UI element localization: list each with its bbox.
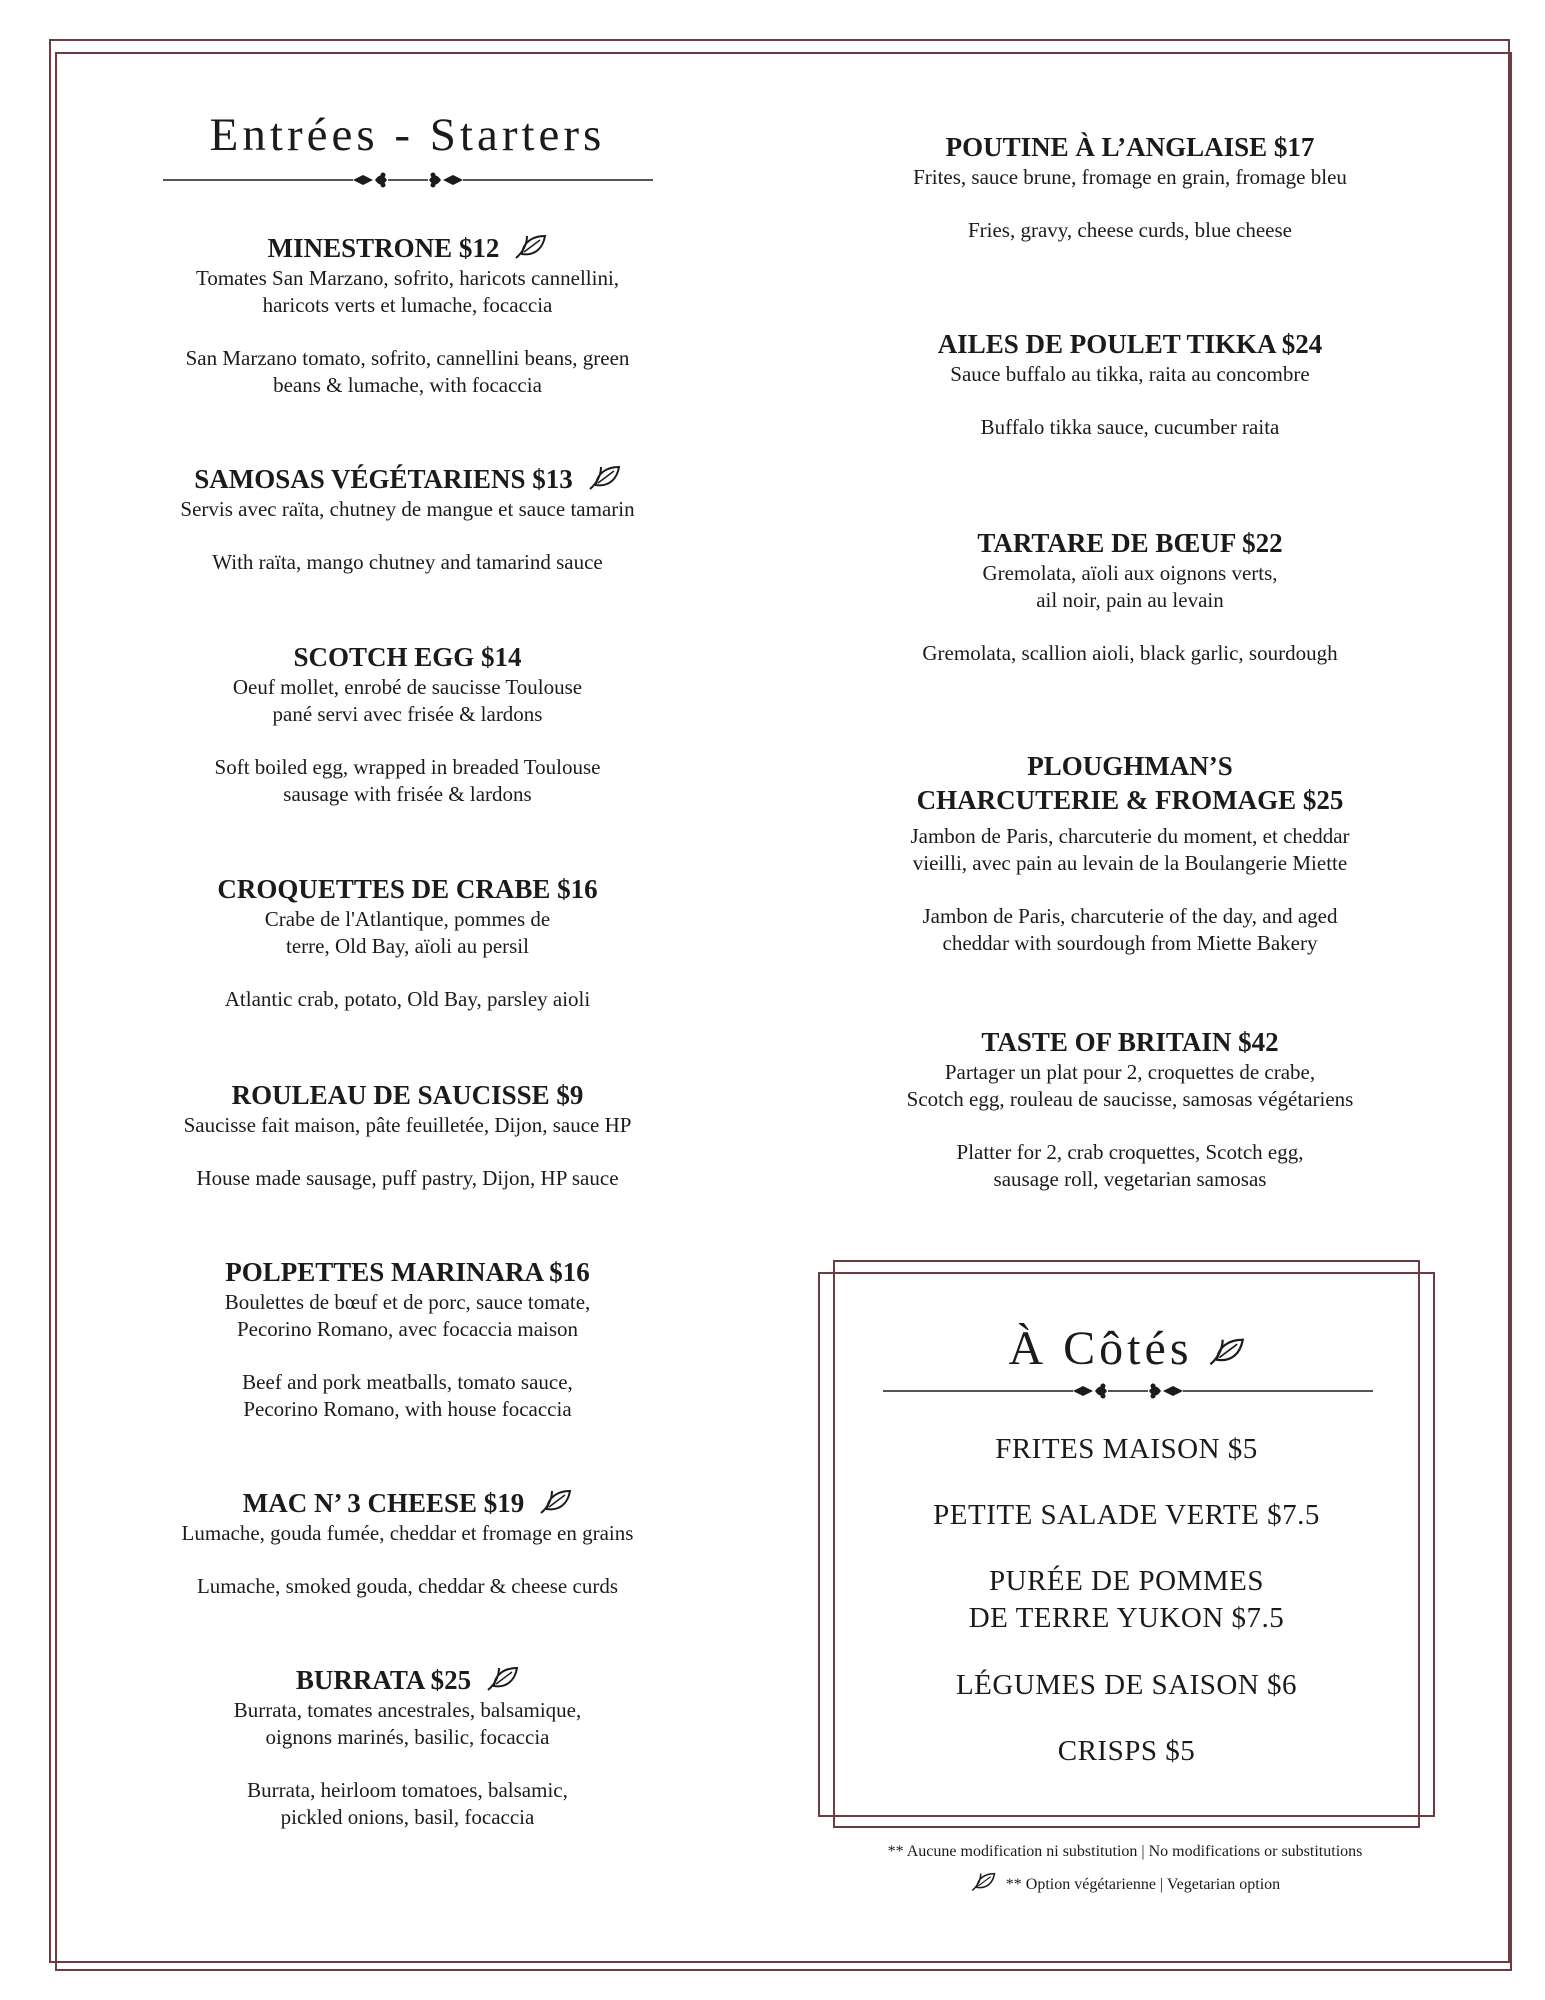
starters-heading: Entrées - Starters	[209, 109, 606, 161]
item-desc-en: pickled onions, basil, focaccia	[280, 1805, 535, 1829]
item-desc-en: Pecorino Romano, with house focaccia	[243, 1397, 572, 1421]
item-desc-en: Platter for 2, crab croquettes, Scotch egg,	[956, 1140, 1304, 1164]
menu-item-poutine	[830, 130, 1430, 244]
item-desc-en: Atlantic crab, potato, Old Bay, parsley aioli	[224, 987, 591, 1011]
item-desc-fr: Pecorino Romano, avec focaccia maison	[236, 1317, 579, 1341]
item-desc-fr: Boulettes de bœuf et de porc, sauce tomate,	[224, 1290, 591, 1314]
leaf-icon	[587, 465, 621, 491]
item-title: TASTE OF BRITAIN $42	[981, 1027, 1279, 1057]
note-vegetarian: ** Option végétarienne | Vegetarian option	[820, 1872, 1430, 1895]
item-desc-en: House made sausage, puff pastry, Dijon, HP sauce	[196, 1166, 619, 1190]
sides-heading: À Côtés	[833, 1325, 1420, 1373]
item-desc-en: Soft boiled egg, wrapped in breaded Toulouse	[214, 755, 601, 779]
leaf-icon	[513, 234, 547, 260]
item-desc-en: Buffalo tikka sauce, cucumber raita	[980, 415, 1280, 439]
item-desc-fr: Sauce buffalo au tikka, raita au concombre	[950, 362, 1310, 386]
item-title: TARTARE DE BŒUF $22	[977, 528, 1283, 558]
leaf-icon	[1207, 1337, 1245, 1367]
item-desc-fr: haricots verts et lumache, focaccia	[262, 293, 553, 317]
menu-item-scotch-egg	[100, 640, 715, 808]
menu-item-taste-of-britain	[830, 1025, 1430, 1193]
item-desc-en: Beef and pork meatballs, tomato sauce,	[242, 1370, 573, 1394]
side-item-legumes: LÉGUMES DE SAISON $6	[955, 1669, 1298, 1701]
item-desc-fr: oignons marinés, basilic, focaccia	[265, 1725, 550, 1749]
item-desc-fr: pané servi avec frisée & lardons	[272, 702, 543, 726]
menu-item-minestrone	[100, 231, 715, 399]
item-desc-fr: ail noir, pain au levain	[1036, 588, 1224, 612]
item-desc-en: With raïta, mango chutney and tamarind sauce	[212, 550, 603, 574]
item-desc-fr: vieilli, avec pain au levain de la Boulangerie Miette	[912, 851, 1348, 875]
item-desc-en: Fries, gravy, cheese curds, blue cheese	[967, 218, 1292, 242]
leaf-icon	[538, 1489, 572, 1515]
side-item-puree	[833, 1563, 1420, 1637]
menu-item-croquettes	[100, 872, 715, 1013]
menu-item-tartare	[830, 526, 1430, 667]
menu-item-polpettes	[100, 1255, 715, 1423]
item-title: MAC N’ 3 CHEESE $19	[242, 1488, 525, 1518]
side-item-salade: PETITE SALADE VERTE $7.5	[933, 1499, 1320, 1531]
side-item-line: PURÉE DE POMMES	[989, 1565, 1264, 1597]
menu-item-ailes-poulet	[830, 327, 1430, 441]
item-desc-fr: Lumache, gouda fumée, cheddar et fromage en grains	[181, 1521, 634, 1545]
item-desc-fr: Oeuf mollet, enrobé de saucisse Toulouse	[232, 675, 583, 699]
item-title: SAMOSAS VÉGÉTARIENS $13	[194, 464, 573, 494]
item-desc-fr: Servis avec raïta, chutney de mangue et sauce tamarin	[180, 497, 635, 521]
menu-item-burrata	[100, 1663, 715, 1831]
item-title: SCOTCH EGG $14	[293, 642, 522, 672]
item-desc-fr: Gremolata, aïoli aux oignons verts,	[982, 561, 1278, 585]
item-title: PLOUGHMAN’S	[1027, 751, 1233, 781]
item-desc-fr: terre, Old Bay, aïoli au persil	[286, 934, 529, 958]
note-substitution: ** Aucune modification ni substitution | No modifications or substitutions	[887, 1843, 1363, 1860]
ornament-divider-icon	[883, 1380, 1373, 1402]
menu-item-mac-cheese	[100, 1486, 715, 1600]
item-title: CHARCUTERIE & FROMAGE $25	[916, 785, 1344, 815]
item-title: AILES DE POULET TIKKA $24	[937, 329, 1323, 359]
menu-item-ploughmans	[830, 749, 1430, 957]
item-title: POLPETTES MARINARA $16	[225, 1257, 590, 1287]
item-desc-en: Gremolata, scallion aioli, black garlic, sourdough	[922, 641, 1338, 665]
item-title: MINESTRONE $12	[267, 233, 500, 263]
item-title: BURRATA $25	[295, 1665, 472, 1695]
item-desc-fr: Scotch egg, rouleau de saucisse, samosas végétariens	[906, 1087, 1354, 1111]
item-desc-fr: Burrata, tomates ancestrales, balsamique,	[233, 1698, 582, 1722]
side-item-frites: FRITES MAISON $5	[995, 1433, 1258, 1465]
item-title: POUTINE À L’ANGLAISE $17	[945, 132, 1315, 162]
item-desc-en: sausage roll, vegetarian samosas	[993, 1167, 1267, 1191]
item-desc-en: sausage with frisée & lardons	[283, 782, 532, 806]
item-desc-fr: Partager un plat pour 2, croquettes de crabe,	[944, 1060, 1316, 1084]
item-desc-en: cheddar with sourdough from Miette Bakery	[942, 931, 1318, 955]
item-desc-fr: Tomates San Marzano, sofrito, haricots cannellini,	[195, 266, 620, 290]
item-title: ROULEAU DE SAUCISSE $9	[231, 1080, 584, 1110]
starters-list	[100, 0, 715, 2000]
item-desc-fr: Frites, sauce brune, fromage en grain, fromage bleu	[913, 165, 1347, 189]
item-desc-fr: Crabe de l'Atlantique, pommes de	[264, 907, 551, 931]
item-title: CROQUETTES DE CRABE $16	[217, 874, 598, 904]
item-desc-fr: Jambon de Paris, charcuterie du moment, et cheddar	[910, 824, 1350, 848]
leaf-icon	[485, 1666, 519, 1692]
item-desc-fr: Saucisse fait maison, pâte feuilletée, Dijon, sauce HP	[183, 1113, 632, 1137]
side-item-crisps: CRISPS $5	[1057, 1735, 1196, 1767]
menu-item-samosas	[100, 462, 715, 576]
side-item-line: DE TERRE YUKON $7.5	[968, 1602, 1285, 1634]
item-desc-en: Lumache, smoked gouda, cheddar & cheese curds	[196, 1574, 618, 1598]
item-desc-en: Jambon de Paris, charcuterie of the day, and aged	[922, 904, 1338, 928]
menu-item-rouleau	[100, 1078, 715, 1192]
item-desc-en: San Marzano tomato, sofrito, cannellini beans, green	[185, 346, 630, 370]
item-desc-en: Burrata, heirloom tomatoes, balsamic,	[247, 1778, 568, 1802]
item-desc-en: beans & lumache, with focaccia	[273, 373, 542, 397]
leaf-icon	[970, 1872, 996, 1892]
